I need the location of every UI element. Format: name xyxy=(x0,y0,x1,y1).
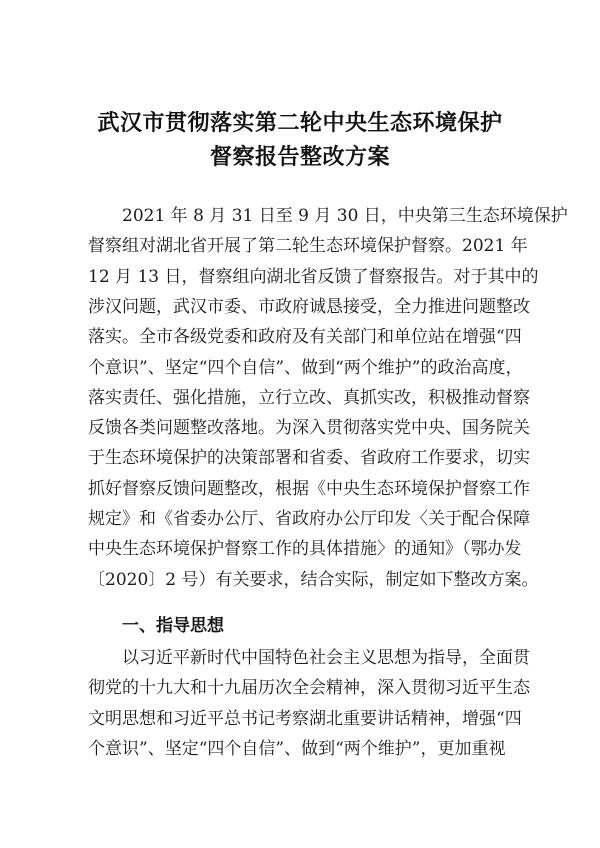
intro-line: 督察组对湖北省开展了第二轮生态环境保护督察。2021 年 xyxy=(88,236,528,257)
intro-line: 2021 年 8 月 31 日至 9 月 30 日，中央第三生态环境保护 xyxy=(122,206,568,226)
section1-line: 个意识”、坚定“四个自信”、做到“两个维护”，更加重视 xyxy=(88,738,506,759)
document-title-line-2: 督察报告整改方案 xyxy=(209,144,390,170)
intro-line: 落实。全市各级党委和政府及有关部门和单位站在增强“四 xyxy=(88,327,522,348)
intro-line: 12 月 13 日，督察组向湖北省反馈了督察报告。对于其中的 xyxy=(88,266,539,287)
section1-line: 彻党的十九大和十九届历次全会精神，深入贯彻习近平生态 xyxy=(88,678,530,699)
section1-line: 以习近平新时代中国特色社会主义思想为指导，全面贯 xyxy=(122,648,530,668)
intro-line: 于生态环境保护的决策部署和省委、省政府工作要求，切实 xyxy=(88,448,530,469)
intro-line: 个意识”、坚定“四个自信”、做到“两个维护”的政治高度， xyxy=(88,357,523,378)
intro-line: 涉汉问题，武汉市委、市政府诚恳接受，全力推进问题整改 xyxy=(88,296,530,317)
intro-line: 抓好督察反馈问题整改，根据《中央生态环境保护督察工作 xyxy=(88,478,530,499)
intro-line: 规定》和《省委办公厅、省政府办公厅印发〈关于配合保障 xyxy=(88,509,530,529)
intro-line: 中央生态环境保护督察工作的具体措施〉的通知》（鄂办发 xyxy=(88,539,522,560)
intro-line: 反馈各类问题整改落地。为深入贯彻落实党中央、国务院关 xyxy=(88,418,530,439)
intro-line: 落实责任、强化措施，立行立改、真抓实改，积极推动督察 xyxy=(88,387,530,408)
document-title-line-1: 武汉市贯彻落实第二轮中央生态环境保护 xyxy=(97,110,503,136)
section1-line: 文明思想和习近平总书记考察湖北重要讲话精神，增强“四 xyxy=(88,708,522,729)
section-heading-guiding-ideology: 一、指导思想 xyxy=(122,616,224,636)
intro-line: 〔2020〕2 号）有关要求，结合实际，制定如下整改方案。 xyxy=(88,569,539,590)
